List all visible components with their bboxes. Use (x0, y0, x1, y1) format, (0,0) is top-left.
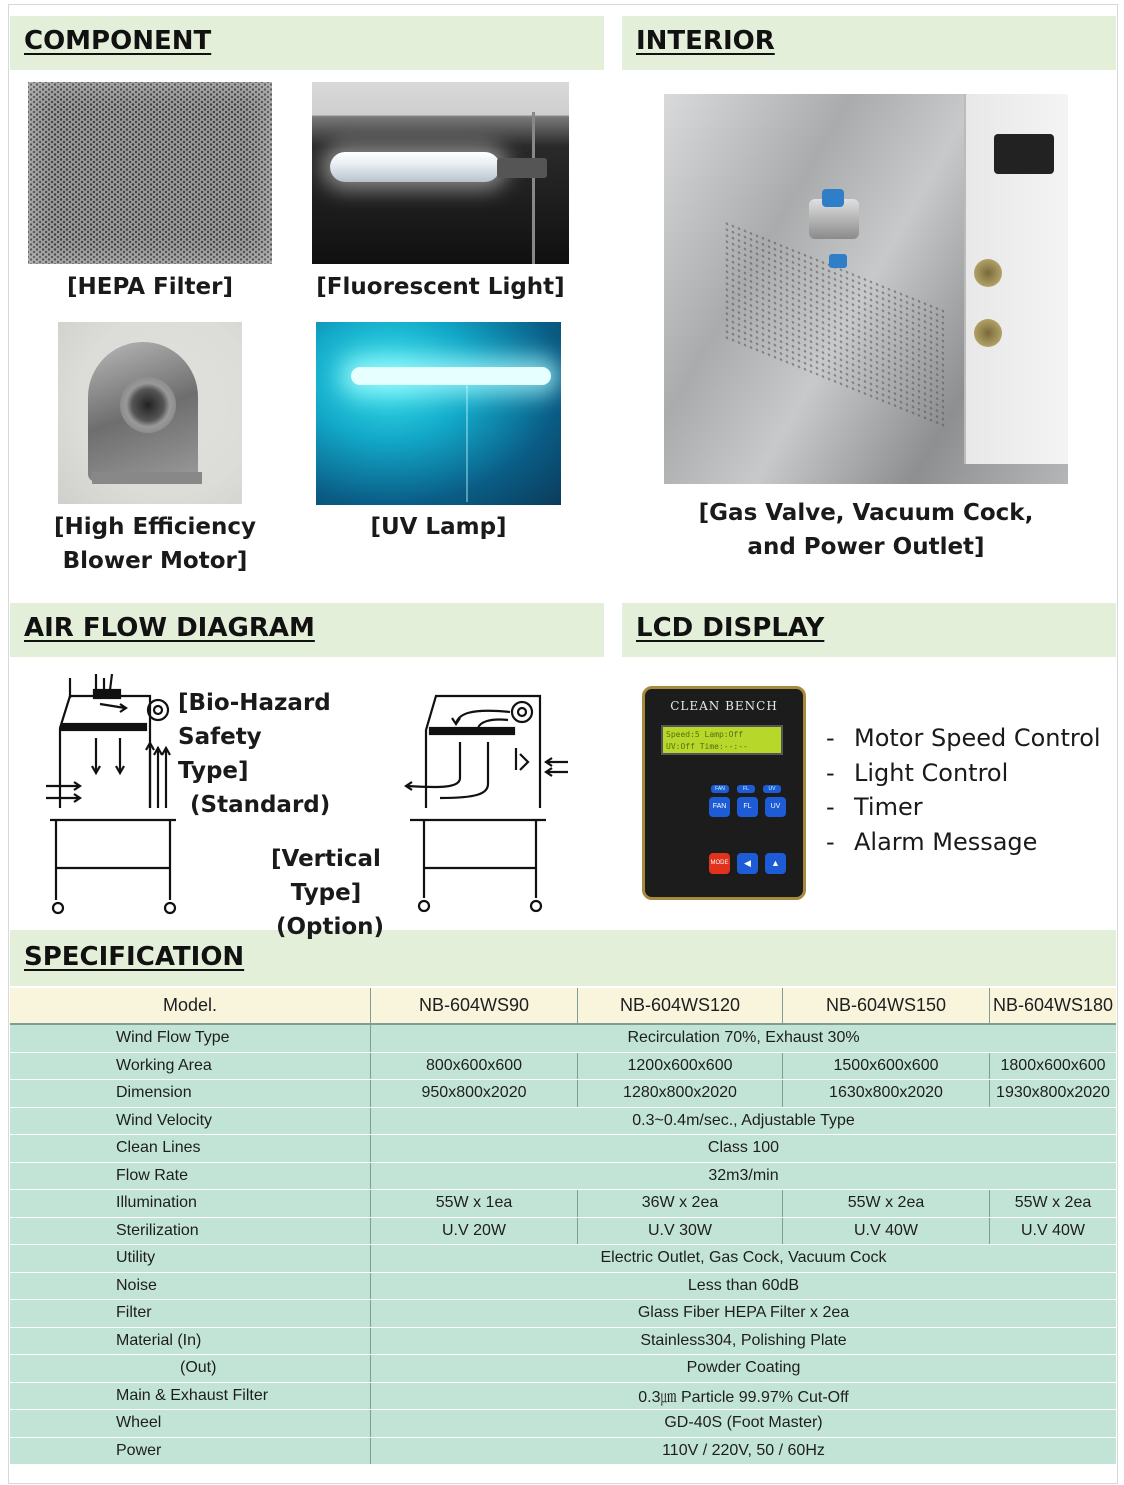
row-label: Illumination (10, 1190, 371, 1218)
lcd-feature-item: - Motor Speed Control (826, 724, 1101, 752)
lcd-feature-item: - Alarm Message (826, 828, 1038, 856)
row-value: Recirculation 70%, Exhaust 30% (371, 1024, 1117, 1052)
table-row (10, 1080, 1116, 1108)
row-label: (Out) (10, 1355, 371, 1383)
interior-caption (664, 496, 1068, 564)
row-value: 55W x 1ea (371, 1190, 578, 1218)
table-row (10, 1135, 1116, 1163)
row-value: U.V 30W (578, 1217, 783, 1245)
blower-caption-line2: Blower Motor] (62, 548, 248, 574)
biohazard-type-label (178, 686, 338, 822)
row-value: 1280x800x2020 (578, 1080, 783, 1108)
biohazard-label-line2: Safety Type] (178, 724, 262, 784)
row-label: Noise (10, 1272, 371, 1300)
specification-table (10, 988, 1116, 1465)
interior-caption-line1: [Gas Valve, Vacuum Cock, (698, 500, 1034, 526)
uv-indicator: UV (763, 785, 781, 793)
component-section-header (10, 16, 604, 70)
specification-section-header (10, 930, 1116, 986)
header-model-120: NB-604WS120 (578, 988, 783, 1024)
up-arrow-key-icon: ▲ (765, 853, 786, 874)
lcd-title: LCD DISPLAY (636, 613, 825, 643)
row-value: 1930x800x2020 (990, 1080, 1117, 1108)
row-label: Sterilization (10, 1217, 371, 1245)
table-header-row (10, 988, 1116, 1024)
table-row (10, 1272, 1116, 1300)
row-label: Filter (10, 1300, 371, 1328)
fluorescent-light-image (312, 82, 569, 264)
row-label: Wind Flow Type (10, 1024, 371, 1052)
row-value: 1800x600x600 (990, 1052, 1117, 1080)
lcd-screen (661, 725, 783, 755)
row-label: Utility (10, 1245, 371, 1273)
row-label: Power (10, 1437, 371, 1465)
row-label: Wind Velocity (10, 1107, 371, 1135)
row-value: Glass Fiber HEPA Filter x 2ea (371, 1300, 1117, 1328)
lcd-screen-line2: UV:Off Time:--:-- (666, 742, 748, 751)
table-row (10, 1382, 1116, 1410)
lcd-feature-item: - Light Control (826, 759, 1009, 787)
row-label: Main & Exhaust Filter (10, 1382, 371, 1410)
row-label: Clean Lines (10, 1135, 371, 1163)
row-value: Class 100 (371, 1135, 1117, 1163)
row-value: 1500x600x600 (783, 1052, 990, 1080)
row-value: Stainless304, Polishing Plate (371, 1327, 1117, 1355)
header-model: Model. (10, 988, 371, 1024)
row-label: Wheel (10, 1410, 371, 1438)
table-row (10, 1162, 1116, 1190)
interior-caption-line2: and Power Outlet] (747, 534, 985, 560)
row-label: Working Area (10, 1052, 371, 1080)
lcd-feature-item: - Timer (826, 793, 923, 821)
row-label: Dimension (10, 1080, 371, 1108)
airflow-title: AIR FLOW DIAGRAM (24, 613, 315, 643)
fan-indicator: FAN (711, 785, 729, 793)
vertical-label-line1: [Vertical Type] (271, 846, 381, 906)
fl-key: FL (737, 797, 758, 817)
row-value: Less than 60dB (371, 1272, 1117, 1300)
vertical-label-line2: (Option) (275, 914, 385, 940)
row-value: 1630x800x2020 (783, 1080, 990, 1108)
feature-light-control: Light Control (854, 759, 1009, 787)
table-row (10, 1107, 1116, 1135)
biohazard-airflow-diagram (40, 668, 190, 918)
table-row (10, 1410, 1116, 1438)
lcd-section-header (622, 603, 1116, 657)
lcd-brand-label: CLEAN BENCH (670, 699, 778, 713)
table-row (10, 1355, 1116, 1383)
interior-image (664, 94, 1068, 484)
row-value: 55W x 2ea (990, 1190, 1117, 1218)
hepa-filter-image (28, 82, 272, 264)
fluorescent-light-caption: [Fluorescent Light] (316, 274, 565, 300)
biohazard-label-line1: [Bio-Hazard (178, 690, 331, 716)
airflow-section-header (10, 603, 604, 657)
specification-title: SPECIFICATION (24, 942, 245, 972)
vertical-airflow-diagram (400, 688, 580, 918)
row-value: 0.3~0.4m/sec., Adjustable Type (371, 1107, 1117, 1135)
component-title: COMPONENT (24, 26, 212, 56)
row-value: 32m3/min (371, 1162, 1117, 1190)
uv-key: UV (765, 797, 786, 817)
lcd-screen-line1: Speed:5 Lamp:Off (666, 730, 744, 739)
mode-key: MODE (709, 853, 730, 874)
feature-timer: Timer (854, 793, 923, 821)
table-row (10, 1437, 1116, 1465)
row-value: Powder Coating (371, 1355, 1117, 1383)
row-value: 0.3㎛ Particle 99.97% Cut-Off (371, 1382, 1117, 1410)
row-value: 55W x 2ea (783, 1190, 990, 1218)
header-model-180: NB-604WS180 (990, 988, 1117, 1024)
left-arrow-key-icon: ◀ (737, 853, 758, 874)
header-model-90: NB-604WS90 (371, 988, 578, 1024)
lcd-controller-image (642, 686, 806, 900)
table-row (10, 1024, 1116, 1052)
row-value: 36W x 2ea (578, 1190, 783, 1218)
fan-key: FAN (709, 797, 730, 817)
table-row (10, 1217, 1116, 1245)
table-row (10, 1245, 1116, 1273)
table-row (10, 1190, 1116, 1218)
feature-motor-speed: Motor Speed Control (854, 724, 1101, 752)
blower-caption-line1: [High Efficiency (54, 514, 256, 540)
vertical-type-label (236, 842, 416, 944)
uv-lamp-image (316, 322, 561, 505)
table-row (10, 1300, 1116, 1328)
row-label: Flow Rate (10, 1162, 371, 1190)
row-value: 1200x600x600 (578, 1052, 783, 1080)
blower-motor-image (58, 322, 242, 504)
row-value: GD-40S (Foot Master) (371, 1410, 1117, 1438)
row-value: 110V / 220V, 50 / 60Hz (371, 1437, 1117, 1465)
interior-section-header (622, 16, 1116, 70)
blower-motor-caption (20, 510, 290, 578)
hepa-filter-caption: [HEPA Filter] (67, 274, 233, 300)
fl-indicator: FL (737, 785, 755, 793)
header-model-150: NB-604WS150 (783, 988, 990, 1024)
row-value: U.V 20W (371, 1217, 578, 1245)
table-row (10, 1327, 1116, 1355)
row-value: 800x600x600 (371, 1052, 578, 1080)
interior-title: INTERIOR (636, 26, 775, 56)
table-row (10, 1052, 1116, 1080)
feature-alarm-message: Alarm Message (854, 828, 1038, 856)
row-value: U.V 40W (990, 1217, 1117, 1245)
row-value: U.V 40W (783, 1217, 990, 1245)
row-label: Material (In) (10, 1327, 371, 1355)
uv-lamp-caption: [UV Lamp] (370, 514, 507, 540)
row-value: 950x800x2020 (371, 1080, 578, 1108)
row-value: Electric Outlet, Gas Cock, Vacuum Cock (371, 1245, 1117, 1273)
biohazard-label-line3: (Standard) (190, 792, 331, 818)
